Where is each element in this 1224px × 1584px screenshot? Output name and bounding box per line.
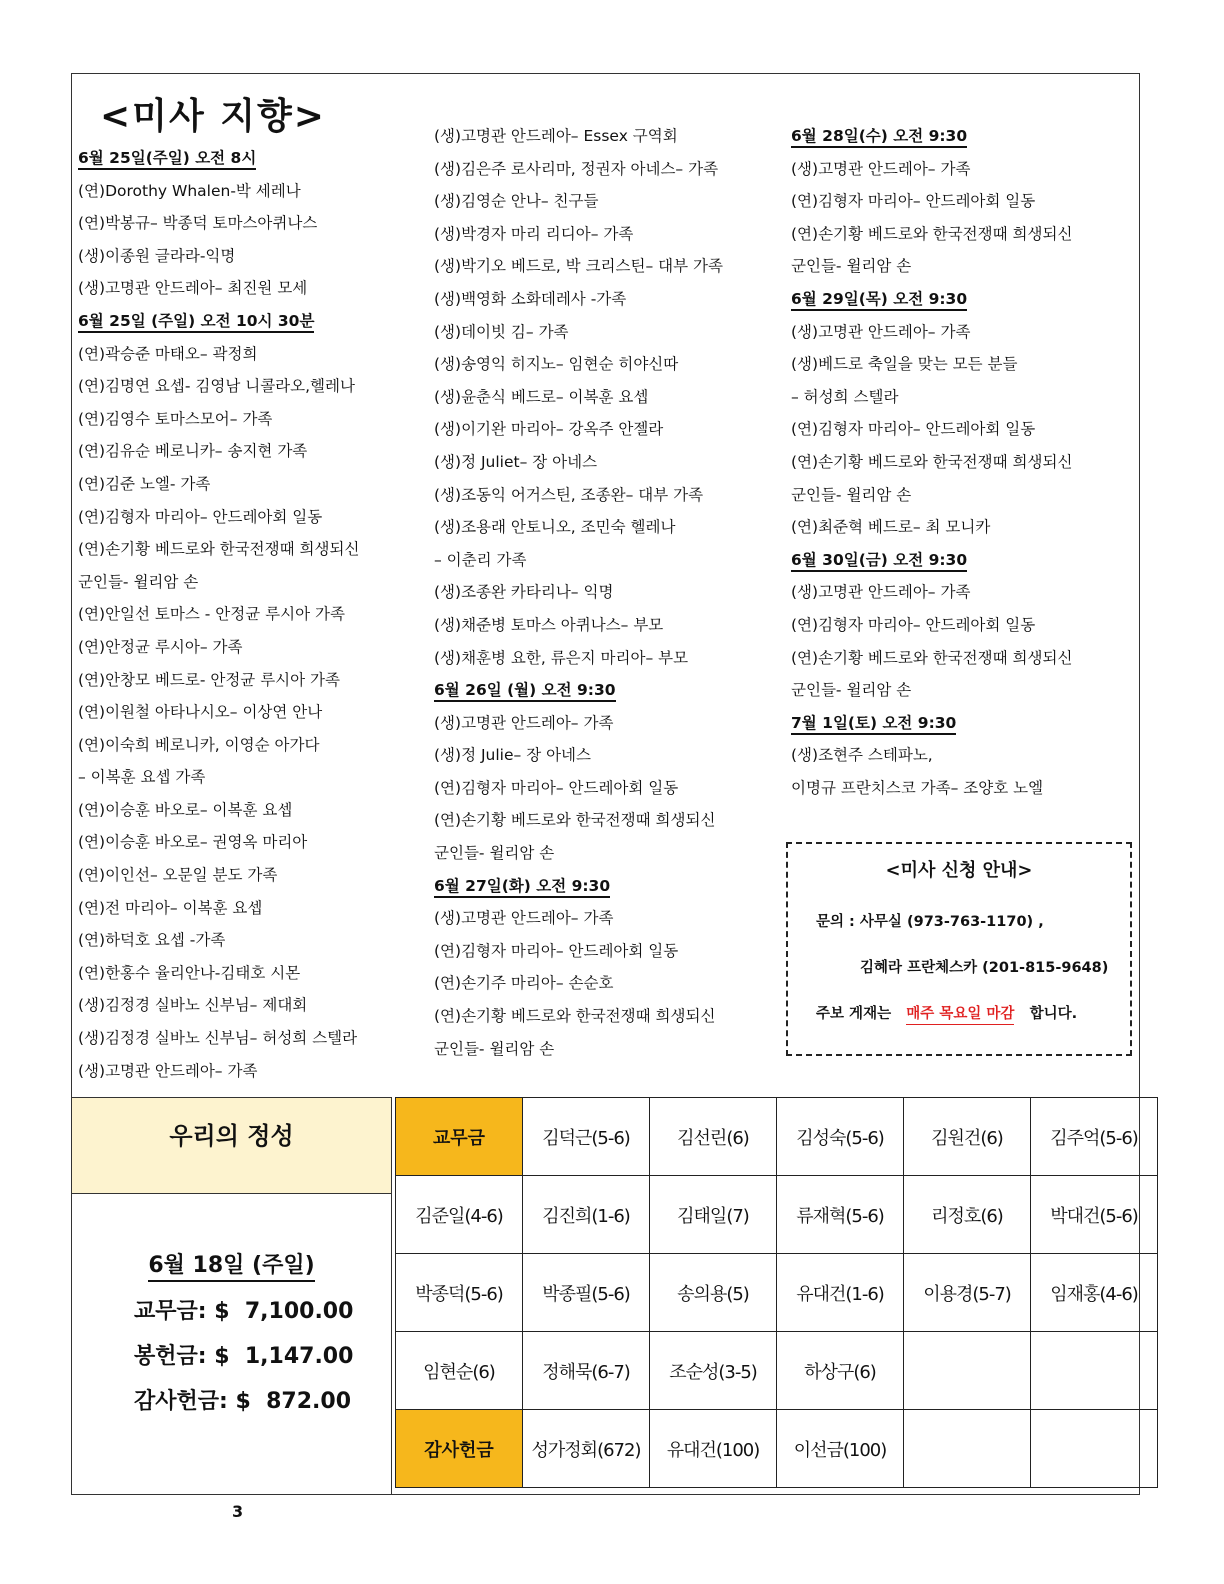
intention-line (78, 957, 359, 990)
mass-time-text: 6월 25일(주일) 오전 8시 (78, 149, 256, 170)
grid-donor-cell: 김선린(6) (650, 1098, 777, 1176)
intention-text: (연)한홍수 율리안나-김태호 시몬 (78, 963, 301, 982)
grid-donor-cell: 유대건(100) (650, 1410, 777, 1488)
intention-text: (연)Dorothy Whalen-박 세레나 (78, 181, 301, 200)
offering-summary (71, 1097, 392, 1495)
intention-line (791, 250, 1072, 283)
intention-line (434, 935, 723, 968)
intention-line (434, 772, 723, 805)
intention-line (791, 446, 1072, 479)
grid-donor-cell: 송의용(5) (650, 1254, 777, 1332)
intention-line (791, 739, 1072, 772)
intention-line (78, 924, 359, 957)
intention-text: (연)하덕호 요셉 -가족 (78, 931, 226, 950)
intention-line (791, 413, 1072, 446)
intention-text: (연)김형자 마리아– 안드레아회 일동 (434, 778, 679, 797)
intention-line (434, 804, 723, 837)
grid-row (396, 1176, 1158, 1254)
mass-time-heading (434, 674, 723, 707)
intention-text: (생)송영익 히지노– 임현순 히야신따 (434, 355, 679, 374)
donor-grid (395, 1097, 1158, 1488)
intention-line (791, 218, 1072, 251)
intention-line (791, 316, 1072, 349)
intention-line (791, 642, 1072, 675)
intention-line (434, 316, 723, 349)
mass-time-text: 6월 29일(목) 오전 9:30 (791, 290, 967, 311)
grid-donor-cell: 임재홍(4-6) (1031, 1254, 1158, 1332)
intention-line (434, 967, 723, 1000)
mass-time-heading (434, 870, 723, 903)
intention-text: (생)고명관 안드레아– 가족 (791, 159, 971, 178)
intention-text: (연)박봉규– 박종덕 토마스아퀴나스 (78, 214, 318, 233)
grid-donor-cell: 박종덕(5-6) (396, 1254, 523, 1332)
intention-line (791, 153, 1072, 186)
intention-text: 이명규 프란치스코 가족– 조양호 노엘 (791, 778, 1044, 797)
mass-time-heading (78, 305, 359, 338)
intention-line (434, 413, 723, 446)
intention-line (434, 576, 723, 609)
intention-text: (생)정 Julie– 장 아네스 (434, 746, 592, 765)
grid-donor-cell (1031, 1410, 1158, 1488)
intention-line (78, 761, 359, 794)
intention-line (434, 1033, 723, 1066)
intention-line (78, 468, 359, 501)
intention-text: 군인들- 윌리암 손 (791, 257, 912, 276)
grid-donor-cell (1031, 1332, 1158, 1410)
intention-line (434, 446, 723, 479)
grid-donor-cell (904, 1410, 1031, 1488)
grid-donor-cell: 리정호(6) (904, 1176, 1031, 1254)
grid-category-label: 교무금 (396, 1098, 523, 1176)
grid-donor-cell: 김주억(5-6) (1031, 1098, 1158, 1176)
intention-text: (연)곽승준 마태오– 곽정희 (78, 344, 258, 363)
intention-text: (연)안창모 베드로- 안정균 루시아 가족 (78, 670, 340, 689)
grid-donor-cell: 정해묵(6-7) (523, 1332, 650, 1410)
intention-line (791, 576, 1072, 609)
intention-text: 군인들- 윌리암 손 (434, 844, 555, 863)
grid-row (396, 1098, 1158, 1176)
intention-text: (연)김형자 마리아– 안드레아회 일동 (434, 941, 679, 960)
intention-text: (생)고명관 안드레아– 가족 (78, 1061, 258, 1080)
intention-line (434, 511, 723, 544)
intention-text: (생)채준병 토마스 아퀴나스– 부모 (434, 615, 664, 634)
intention-line (78, 207, 359, 240)
intention-line (78, 240, 359, 273)
intention-text: (생)윤춘식 베드로– 이복훈 요셉 (434, 387, 649, 406)
intention-line (434, 837, 723, 870)
grid-donor-cell: 성가정회(672) (523, 1410, 650, 1488)
intention-line (78, 631, 359, 664)
notice-deadline-highlight: 매주 목요일 마감 (906, 1006, 1014, 1025)
notice-deadline-line (816, 1002, 1077, 1023)
intention-line (434, 642, 723, 675)
intention-text: (연)손기황 베드로와 한국전쟁때 희생되신 (78, 540, 360, 559)
intention-line (791, 381, 1072, 414)
grid-donor-cell: 김준일(4-6) (396, 1176, 523, 1254)
intention-text: (연)이인선– 오문일 분도 가족 (78, 866, 278, 885)
intention-line (791, 772, 1072, 805)
intention-line (78, 729, 359, 762)
offering-row-2 (134, 1384, 351, 1415)
intention-text: (연)김형자 마리아– 안드레아회 일동 (791, 615, 1036, 634)
intention-text: 군인들- 윌리암 손 (791, 681, 912, 700)
mass-time-text: 6월 25일 (주일) 오전 10시 30분 (78, 312, 314, 333)
intention-text: (연)김형자 마리아– 안드레아회 일동 (78, 507, 323, 526)
intention-line (434, 479, 723, 512)
grid-donor-cell: 김태일(7) (650, 1176, 777, 1254)
intention-text: (생)채훈병 요한, 류은지 마리아– 부모 (434, 648, 689, 667)
intention-text: (연)김영수 토마스모어– 가족 (78, 409, 273, 428)
intention-text: (생)조용래 안토니오, 조민숙 헬레나 (434, 518, 676, 537)
intention-line (434, 120, 723, 153)
grid-donor-cell: 류재혁(5-6) (777, 1176, 904, 1254)
intention-text: (연)손기황 베드로와 한국전쟁때 희생되신 (434, 1007, 716, 1026)
intention-line (78, 989, 359, 1022)
intention-text: (생)고명관 안드레아– Essex 구역회 (434, 127, 678, 145)
intention-text: – 허성희 스텔라 (791, 387, 899, 406)
intention-line (78, 435, 359, 468)
offering-amount: 1,147.00 (244, 1344, 354, 1369)
grid-donor-cell: 김진희(1-6) (523, 1176, 650, 1254)
intentions-column-3 (791, 120, 1072, 804)
intention-line (434, 348, 723, 381)
intention-line (78, 826, 359, 859)
mass-time-heading (791, 120, 1072, 153)
intention-text: (생)김정경 실바노 신부님– 제대회 (78, 996, 308, 1015)
intention-text: 군인들- 윌리암 손 (791, 485, 912, 504)
intention-text: (연)최준혁 베드로– 최 모니카 (791, 518, 991, 537)
intention-text: (연)이숙희 베로니카, 이영순 아가다 (78, 735, 320, 754)
intention-line (78, 403, 359, 436)
intention-text: (연)손기황 베드로와 한국전쟁때 희생되신 (791, 648, 1073, 667)
intention-text: (생)조동익 어거스틴, 조종완– 대부 가족 (434, 485, 704, 504)
page-number: 3 (232, 1502, 244, 1521)
offering-row-0 (134, 1294, 353, 1325)
intention-text: (생)고명관 안드레아– 가족 (434, 713, 614, 732)
mass-time-text: 6월 28일(수) 오전 9:30 (791, 127, 967, 148)
intention-line (434, 153, 723, 186)
mass-time-text: 6월 30일(금) 오전 9:30 (791, 551, 967, 572)
grid-donor-cell (904, 1332, 1031, 1410)
intention-line (791, 479, 1072, 512)
intention-line (78, 598, 359, 631)
intention-line (434, 902, 723, 935)
intention-line (78, 1022, 359, 1055)
grid-donor-cell: 하상구(6) (777, 1332, 904, 1410)
intention-text: (생)고명관 안드레아– 가족 (791, 322, 971, 341)
intention-text: (연)이승훈 바오로– 이복훈 요셉 (78, 800, 293, 819)
grid-donor-cell: 김성숙(5-6) (777, 1098, 904, 1176)
intention-text: (연)전 마리아– 이복훈 요셉 (78, 898, 263, 917)
notice-deadline-prefix: 주보 게재는 (816, 1006, 892, 1022)
intention-line (791, 185, 1072, 218)
intention-text: (연)김유순 베로니카– 송지현 가족 (78, 442, 308, 461)
mass-time-text: 6월 26일 (월) 오전 9:30 (434, 681, 616, 702)
intention-line (434, 381, 723, 414)
intention-text: (생)조현주 스테파노, (791, 746, 933, 765)
intention-line (434, 283, 723, 316)
grid-donor-cell: 이용경(5-7) (904, 1254, 1031, 1332)
grid-row (396, 1410, 1158, 1488)
intention-text: (연)안일선 토마스 - 안정균 루시아 가족 (78, 605, 345, 624)
intention-text: (생)박경자 마리 리디아– 가족 (434, 224, 634, 243)
intention-line (78, 533, 359, 566)
intention-text: (생)고명관 안드레아– 최진원 모세 (78, 279, 308, 298)
intention-line (78, 566, 359, 599)
intention-line (78, 664, 359, 697)
intentions-column-2 (434, 120, 723, 1065)
intention-line (78, 859, 359, 892)
intention-text: (연)김명연 요셉- 김영남 니콜라오,헬레나 (78, 377, 355, 396)
offering-date-text: 6월 18일 (주일) (148, 1253, 314, 1282)
intention-text: (생)백영화 소화데레사 -가족 (434, 289, 627, 308)
grid-donor-cell: 박종필(5-6) (523, 1254, 650, 1332)
notice-title: <미사 신청 안내> (885, 860, 1033, 881)
intention-text: (생)김영순 안나– 친구들 (434, 192, 599, 211)
offering-label: 봉헌금: $ (134, 1344, 230, 1369)
intention-text: (생)이종원 글라라-익명 (78, 246, 236, 265)
intention-line (78, 272, 359, 305)
offering-row-1 (134, 1339, 353, 1370)
offering-amount: 872.00 (266, 1389, 352, 1414)
intention-text: (연)김형자 마리아– 안드레아회 일동 (791, 192, 1036, 211)
intention-text: (생)이기완 마리아– 강옥주 안젤라 (434, 420, 664, 439)
intention-text: (연)손기황 베드로와 한국전쟁때 희생되신 (791, 452, 1073, 471)
intention-line (434, 185, 723, 218)
intention-text: (생)데이빗 김– 가족 (434, 322, 569, 341)
intention-text: (생)박기오 베드로, 박 크리스틴– 대부 가족 (434, 257, 723, 276)
mass-time-heading (78, 142, 359, 175)
intention-line (78, 370, 359, 403)
intention-text: (연)손기황 베드로와 한국전쟁때 희생되신 (434, 811, 716, 830)
intention-text: (생)고명관 안드레아– 가족 (791, 583, 971, 602)
intention-text: (생)김정경 실바노 신부님– 허성희 스텔라 (78, 1029, 358, 1048)
grid-donor-cell: 김덕근(5-6) (523, 1098, 650, 1176)
intention-line (434, 544, 723, 577)
intention-line (78, 501, 359, 534)
intention-text: (연)김준 노엘- 가족 (78, 474, 211, 493)
intention-text: (연)손기주 마리아– 손순호 (434, 974, 614, 993)
intention-text: (생)정 Juliet– 장 아네스 (434, 452, 598, 471)
grid-row (396, 1332, 1158, 1410)
intention-line (78, 696, 359, 729)
intention-text: (생)고명관 안드레아– 가족 (434, 909, 614, 928)
mass-time-heading (791, 707, 1072, 740)
intention-line (434, 609, 723, 642)
intention-text: (생)김은주 로사리마, 정권자 아네스– 가족 (434, 159, 719, 178)
notice-deadline-suffix: 합니다. (1029, 1006, 1078, 1022)
intention-line (78, 794, 359, 827)
intention-text: (연)이원철 아타나시오– 이상연 안나 (78, 703, 323, 722)
grid-donor-cell: 조순성(3-5) (650, 1332, 777, 1410)
intention-text: (생)베드로 축일을 맞는 모든 분들 (791, 355, 1018, 374)
grid-donor-cell: 임현순(6) (396, 1332, 523, 1410)
intention-line (78, 1055, 359, 1088)
notice-contact-person: 김혜라 프란체스카 (201-815-9648) (860, 960, 1109, 976)
intention-line (78, 892, 359, 925)
offering-amount: 7,100.00 (244, 1299, 354, 1324)
intention-text: (생)조종완 카타리나– 익명 (434, 583, 614, 602)
intention-line (791, 511, 1072, 544)
intention-text: (연)안정균 루시아– 가족 (78, 637, 243, 656)
intention-text: – 이복훈 요셉 가족 (78, 768, 206, 787)
grid-donor-cell: 김원건(6) (904, 1098, 1031, 1176)
offering-date (72, 1248, 391, 1279)
intention-line (78, 175, 359, 208)
grid-donor-cell: 유대건(1-6) (777, 1254, 904, 1332)
intention-line (791, 674, 1072, 707)
mass-time-heading (791, 283, 1072, 316)
intention-line (434, 739, 723, 772)
grid-category-label: 감사헌금 (396, 1410, 523, 1488)
grid-donor-cell: 이선금(100) (777, 1410, 904, 1488)
intention-text: (연)손기황 베드로와 한국전쟁때 희생되신 (791, 224, 1073, 243)
grid-donor-cell: 박대건(5-6) (1031, 1176, 1158, 1254)
intention-line (434, 1000, 723, 1033)
intention-text: – 이춘리 가족 (434, 550, 527, 569)
intention-text: (연)이승훈 바오로– 권영옥 마리아 (78, 833, 308, 852)
intentions-column-1 (78, 142, 359, 1087)
intention-line (791, 348, 1072, 381)
intention-text: 군인들- 윌리암 손 (78, 572, 199, 591)
mass-time-text: 6월 27일(화) 오전 9:30 (434, 877, 610, 898)
mass-request-notice (786, 842, 1132, 1056)
grid-row (396, 1254, 1158, 1332)
intention-line (791, 609, 1072, 642)
intention-text: 군인들- 윌리암 손 (434, 1039, 555, 1058)
intention-line (78, 338, 359, 371)
intention-line (434, 250, 723, 283)
intention-text: (연)김형자 마리아– 안드레아회 일동 (791, 420, 1036, 439)
offering-heading: 우리의 정성 (72, 1098, 391, 1194)
mass-time-text: 7월 1일(토) 오전 9:30 (791, 714, 956, 735)
notice-contact-office: 문의 : 사무실 (973-763-1170) , (816, 914, 1044, 930)
offering-label: 교무금: $ (134, 1299, 230, 1324)
intention-line (434, 218, 723, 251)
intention-line (434, 707, 723, 740)
offering-label: 감사헌금: $ (134, 1389, 251, 1414)
mass-time-heading (791, 544, 1072, 577)
page-title: <미사 지향> (100, 96, 326, 137)
